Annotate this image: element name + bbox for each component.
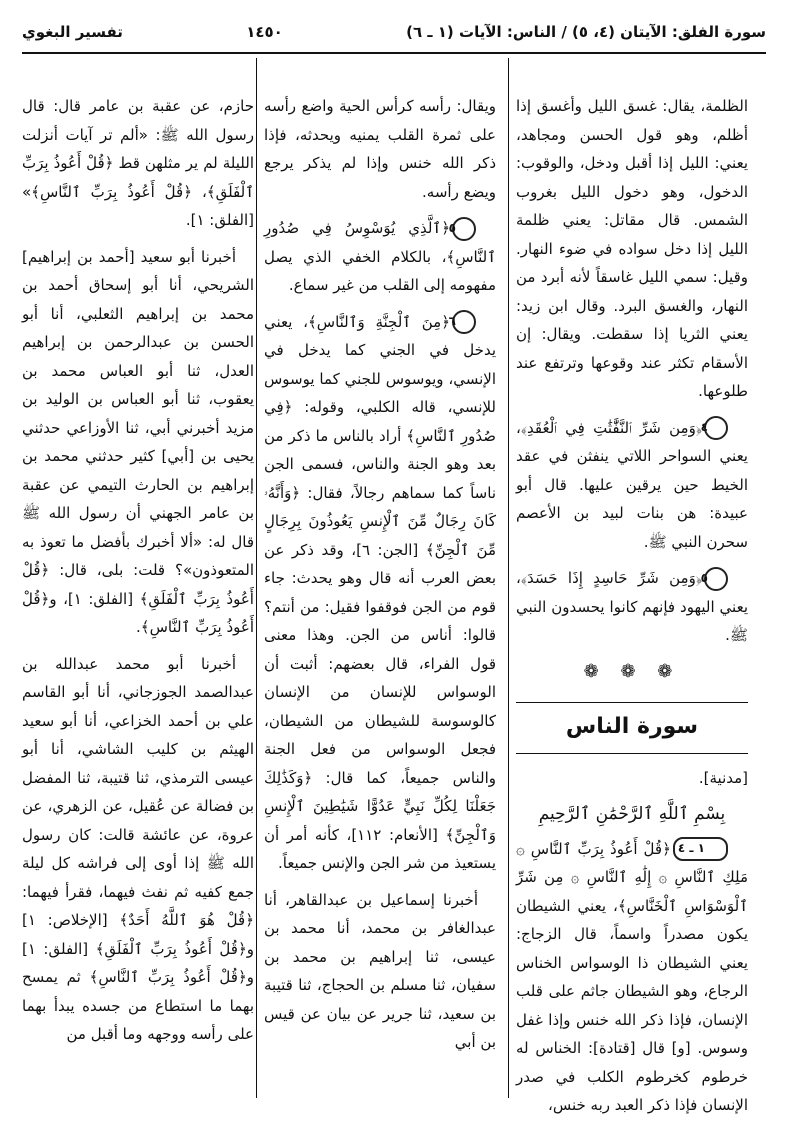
page-header [22, 14, 766, 50]
paragraph-text: ﴿قُلْ أَعُوذُ بِرَبِّ ٱلنَّاسِ ۞ مَلِكِ ٱلنَّاسِ ۞ إِلَٰهِ ٱلنَّاسِ ۞ مِن شَرِّ ٱلْوَسْوَاسِ ٱلْخَنَّاسِ﴾، يعني الشيطان يكون مصدراً واسماً، قال الزجاج: يعني الشيطان ذا الوسواس الخناس الرجاع، وهو الشيطان جاثم على قلب الإنسان، فإذا ذكر الله خنس وإذا غفل وسوس. [و] قال [قتادة]: الخناس له خرطوم كخرطوم الكلب في صدر الإنسان فإذا ذكر العبد ربه خنس، [516, 839, 748, 1114]
paragraph-isnad: أخبرنا أبو سعيد [أحمد بن إبراهيم] الشريحي، أنا أبو إسحاق أحمد بن محمد بن إبراهيم الثعلبي، أنا أبو الحسن بن عبدالرحمن بن إبراهيم العدل، ثنا أبو العباس محمد بن يعقوب، ثنا أبو العباس بن الوليد بن مزيد أخبرني أبي، ثنا الأوزاعي حدثني يحيى بن [أبي] كثير حدثني محمد بن إبراهيم بن الحارث التيمي عن عقبة بن عامر الجهني أن رسول الله ﷺ قال له: «ألا أخبرك بأفضل ما تعوذ به المتعوذون»؟ قلت: بلى، قال: ﴿قُلْ أَعُوذُ بِرَبِّ ٱلْفَلَقِ﴾ [الفلق: ١]، و﴿قُلْ أَعُوذُ بِرَبِّ ٱلنَّاسِ﴾. [22, 247, 254, 636]
column-right [516, 92, 748, 1128]
book-title: تفسير البغوي [22, 23, 123, 41]
paragraph-text: ﴿ٱلَّذِي يُوَسْوِسُ فِي صُدُورِ ٱلنَّاسِ﴾، بالكلام الخفي الذي يصل مفهومه إلى القلب من غير سماع. [264, 219, 496, 294]
verse-number-mark: ١ ـ ٤ [673, 837, 728, 861]
basmala: بِسْمِ ٱللَّهِ ٱلرَّحْمَٰنِ ٱلرَّحِيمِ [538, 804, 726, 824]
paragraph-isnad: أخبرنا أبو محمد عبدالله بن عبدالصمد الجوزجاني، أنا أبو القاسم علي بن أحمد الخزاعي، أنا أبو سعيد الهيثم بن كليب الشاشي، أنا أبو عيسى الترمذي، ثنا قتيبة، ثنا المفضل بن فضالة عن عُقيل، عن الزهري، عن عروة، عن عائشة قالت: كان رسول الله ﷺ إذا أوى إلى فراشه كل ليلة جمع كفيه ثم نفث فيهما، فقرأ فيهما: ﴿قُلْ هُوَ ٱللَّهُ أَحَدٌ﴾ [الإخلاص: ١] و﴿قُلْ أَعُوذُ بِرَبِّ ٱلْفَلَقِ﴾ [الفلق: ١] و﴿قُلْ أَعُوذُ بِرَبِّ ٱلنَّاسِ﴾ ثم يمسح بهما ما استطاع من جسده يبدأ بهما على رأسه ووجهه وما أقبل من [22, 654, 254, 1043]
column-divider-right [508, 58, 509, 1098]
paragraph-text: ﴿وَمِن شَرِّ ٱلنَّفَّٰثَٰتِ فِي ٱلْعُقَدِ﴾، يعني السواحر اللاتي ينفثن في عقد الخيط حين يرقين عليها. قال أبو عبيدة: هن بنات لبيد بن الأعصم سحرن النبي ﷺ. [516, 418, 748, 551]
column-left [22, 92, 254, 1057]
page-number: ١٤٥٠ [246, 23, 283, 41]
paragraph-verses-1-4 [516, 835, 748, 1120]
verse-number-mark: ٦ [452, 310, 476, 334]
paragraph: الظلمة، يقال: غسق الليل وأغسق إذا أظلم، وهو قول الحسن ومجاهد، يعني: الليل إذا أقبل ودخل، والوقوب: الدخول، وهو دخول الليل بغروب الشمس. قال مقاتل: يعني ظلمة الليل إذا دخل سواده في ضوء النهار. وقيل: سمي الليل غاسقاً لأنه أبرد من النهار، والغسق البرد. وقال ابن زيد: يعني الثريا إذا سقطت. ويقال: إن الأسقام تكثر عند وقوعها وترتفع عند طلوعها. [516, 97, 748, 400]
section-end-ornament: ❁ ❁ ❁ [583, 660, 681, 682]
verse-number-mark: ٥ [452, 217, 476, 241]
header-rule [22, 52, 766, 54]
running-title: سورة الفلق: الآيتان (٤، ٥) / الناس: الآيات (١ ـ ٦) [406, 23, 766, 41]
paragraph-verse-4 [516, 414, 748, 557]
paragraph-isnad: أخبرنا إسماعيل بن عبدالقاهر، أنا عبدالغافر بن محمد، أنا محمد بن عيسى، ثنا إبراهيم بن محمد بن سفيان، ثنا مسلم بن الحجاج، ثنا قتيبة بن سعيد، ثنا جرير عن بيان عن قيس بن أبي [264, 890, 496, 1051]
paragraph: حازم، عن عقبة بن عامر قال: قال رسول الله ﷺ: «ألم تر آيات أنزلت الليلة لم ير مثلهن قط ﴿قُلْ أَعُوذُ بِرَبِّ ٱلْفَلَقِ﴾، ﴿قُلْ أَعُوذُ بِرَبِّ ٱلنَّاسِ﴾» [الفلق: ١]. [22, 97, 254, 229]
surah-title: سورة الناس [565, 714, 699, 739]
revelation-place: [مدنية]. [698, 768, 748, 787]
paragraph: ويقال: رأسه كرأس الحية واضع رأسه على ثمرة القلب يمنيه ويحدثه، فإذا ذكر الله خنس وإذا لم يذكر يرجع ويضع رأسه. [264, 97, 496, 201]
surah-title-box [516, 702, 748, 754]
paragraph-verse-6 [264, 308, 496, 878]
paragraph-text: ﴿مِنَ ٱلْجِنَّةِ وَٱلنَّاسِ﴾، يعني يدخل في الجني كما يدخل في الإنسي، ويوسوس للجني كما يوسوس للإنسي، قاله الكلبي، وقوله: ﴿فِي صُدُورِ ٱلنَّاسِ﴾ أراد بالناس ما ذكر من بعد وهو الجنة والناس، فسمى الجن ناساً كما سماهم رجالاً، فقال: ﴿وَأَنَّهُۥ كَانَ رِجَالٌ مِّنَ ٱلْإِنسِ يَعُوذُونَ بِرِجَالٍ مِّنَ ٱلْجِنِّ﴾ [الجن: ٦]، وقد ذكر عن بعض العرب أنه قال وهو يحدث: جاء قوم من الجن فوقفوا فقيل: من أنتم؟ قالوا: أناس من الجن. وهذا معنى قول الفراء، قال بعضهم: أثبت أن الوسواس للإنسان من الإنسان كالوسوسة للشيطان من الشيطان، فجعل الوسواس من فعل الجنة والناس جميعاً، كما قال: ﴿وَكَذَٰلِكَ جَعَلْنَا لِكُلِّ نَبِيٍّ عَدُوًّا شَيَٰطِينَ ٱلْإِنسِ وَٱلْجِنِّ﴾ [الأنعام: ١١٢]، كأنه أمر أن يستعيذ من شر الجن والإنس جميعاً. [264, 312, 496, 872]
column-divider-left [256, 58, 257, 1098]
paragraph-text: ﴿وَمِن شَرِّ حَاسِدٍ إِذَا حَسَدَ﴾، يعني اليهود فإنهم كانوا يحسدون النبي ﷺ. [516, 569, 748, 644]
paragraph-verse-5 [264, 214, 496, 300]
verse-number-mark: ٥ [704, 567, 728, 591]
column-middle [264, 92, 496, 1065]
verse-number-mark: ٤ [704, 416, 728, 440]
paragraph-verse-5 [516, 564, 748, 650]
